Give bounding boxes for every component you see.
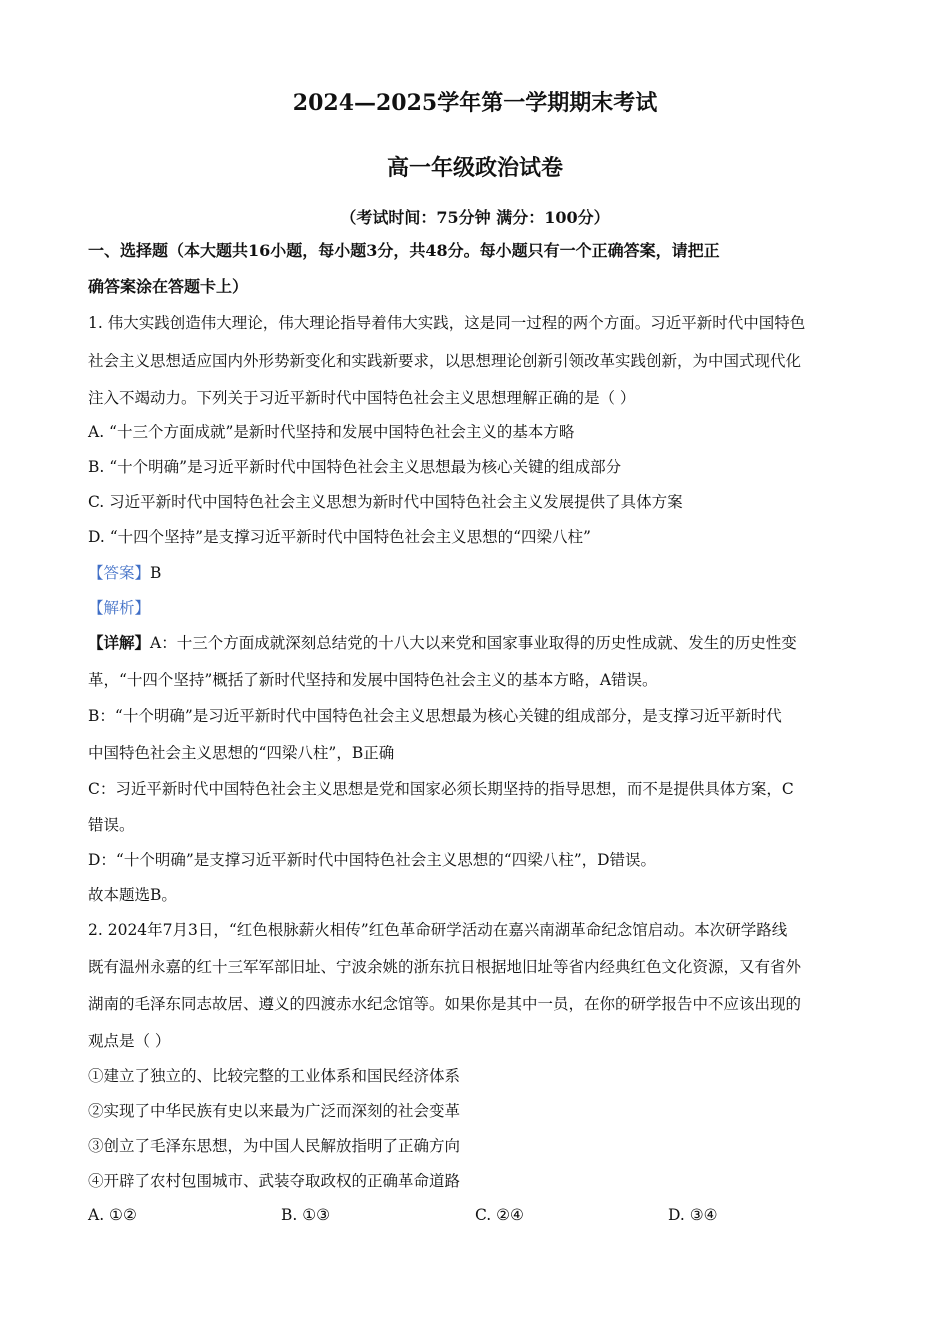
q1-option-d: D. “十四个坚持”是支撑习近平新时代中国特色社会主义思想的“四梁八柱”: [88, 528, 591, 546]
q1-detail-line: D：“十个明确”是支撑习近平新时代中国特色社会主义思想的“四梁八柱”，D错误。: [88, 851, 657, 869]
exam-info: （考试时间：75分钟 满分：100分）: [340, 208, 610, 227]
exam-title: 2024—2025学年第一学期期末考试: [292, 90, 658, 116]
q2-stem-line: 2. 2024年7月3日，“红色根脉薪火相传”红色革命研学活动在嘉兴南湖革命纪念馆启动。本次研学路线: [88, 921, 788, 939]
q1-stem-line: 社会主义思想适应国内外形势新变化和实践新要求，以思想理论创新引领改革实践创新，为中国式现代化: [88, 352, 802, 370]
q1-detail-line: [88, 633, 797, 653]
q1-option-b: B. “十个明确”是习近平新时代中国特色社会主义思想最为核心关键的组成部分: [88, 458, 622, 476]
q2-option-a: A. ①②: [88, 1206, 137, 1224]
q2-option-c: C. ②④: [475, 1206, 524, 1224]
q2-stem-line: 既有温州永嘉的红十三军军部旧址、宁波余姚的浙东抗日根据地旧址等省内经典红色文化资源，又有省外: [88, 958, 802, 976]
detail-label: 【详解】: [88, 633, 151, 652]
q1-answer: [88, 563, 161, 583]
q1-stem-line: 注入不竭动力。下列关于习近平新时代中国特色社会主义思想理解正确的是（ ）: [88, 389, 636, 407]
analysis-label: 【解析】: [88, 599, 151, 617]
answer-label: 【答案】: [88, 564, 151, 582]
q2-stem-line: 观点是（ ）: [88, 1032, 171, 1050]
q1-option-c: C. 习近平新时代中国特色社会主义思想为新时代中国特色社会主义发展提供了具体方案: [88, 493, 683, 511]
q2-statement-1: ①建立了独立的、比较完整的工业体系和国民经济体系: [88, 1067, 461, 1085]
q2-option-d: D. ③④: [668, 1206, 718, 1224]
q1-detail-line: B：“十个明确”是习近平新时代中国特色社会主义思想最为核心关键的组成部分，是支撑习近平新时代: [88, 707, 782, 725]
q1-detail-line: 革，“十四个坚持”概括了新时代坚持和发展中国特色社会主义的基本方略，A错误。: [88, 671, 658, 689]
q2-stem-line: 湖南的毛泽东同志故居、遵义的四渡赤水纪念馆等。如果你是其中一员，在你的研学报告中不应该出现的: [88, 995, 802, 1013]
q1-detail-line: C：习近平新时代中国特色社会主义思想是党和国家必须长期坚持的指导思想，而不是提供具体方案，C: [88, 780, 794, 798]
q1-detail-line: 错误。: [88, 816, 135, 834]
answer-value: B: [150, 564, 162, 582]
q1-conclusion: 故本题选B。: [88, 886, 177, 904]
section-heading-line2: 确答案涂在答题卡上）: [88, 277, 249, 296]
q2-statement-2: ②实现了中华民族有史以来最为广泛而深刻的社会变革: [88, 1102, 461, 1120]
q2-option-b: B. ①③: [281, 1206, 331, 1224]
q2-statement-4: ④开辟了农村包围城市、武装夺取政权的正确革命道路: [88, 1172, 461, 1190]
q1-stem-line: 1. 伟大实践创造伟大理论，伟大理论指导着伟大实践，这是同一过程的两个方面。习近平新时代中国特色: [88, 314, 806, 332]
exam-subtitle: 高一年级政治试卷: [386, 155, 563, 181]
detail-text: A：十三个方面成就深刻总结党的十八大以来党和国家事业取得的历史性成就、发生的历史性变: [150, 634, 797, 652]
q2-statement-3: ③创立了毛泽东思想，为中国人民解放指明了正确方向: [88, 1137, 461, 1155]
q1-option-a: A. “十三个方面成就”是新时代坚持和发展中国特色社会主义的基本方略: [88, 423, 575, 441]
q1-detail-line: 中国特色社会主义思想的“四梁八柱”，B正确: [88, 744, 395, 762]
section-heading-line1: 一、选择题（本大题共16小题，每小题3分，共48分。每小题只有一个正确答案，请把正: [88, 241, 720, 260]
